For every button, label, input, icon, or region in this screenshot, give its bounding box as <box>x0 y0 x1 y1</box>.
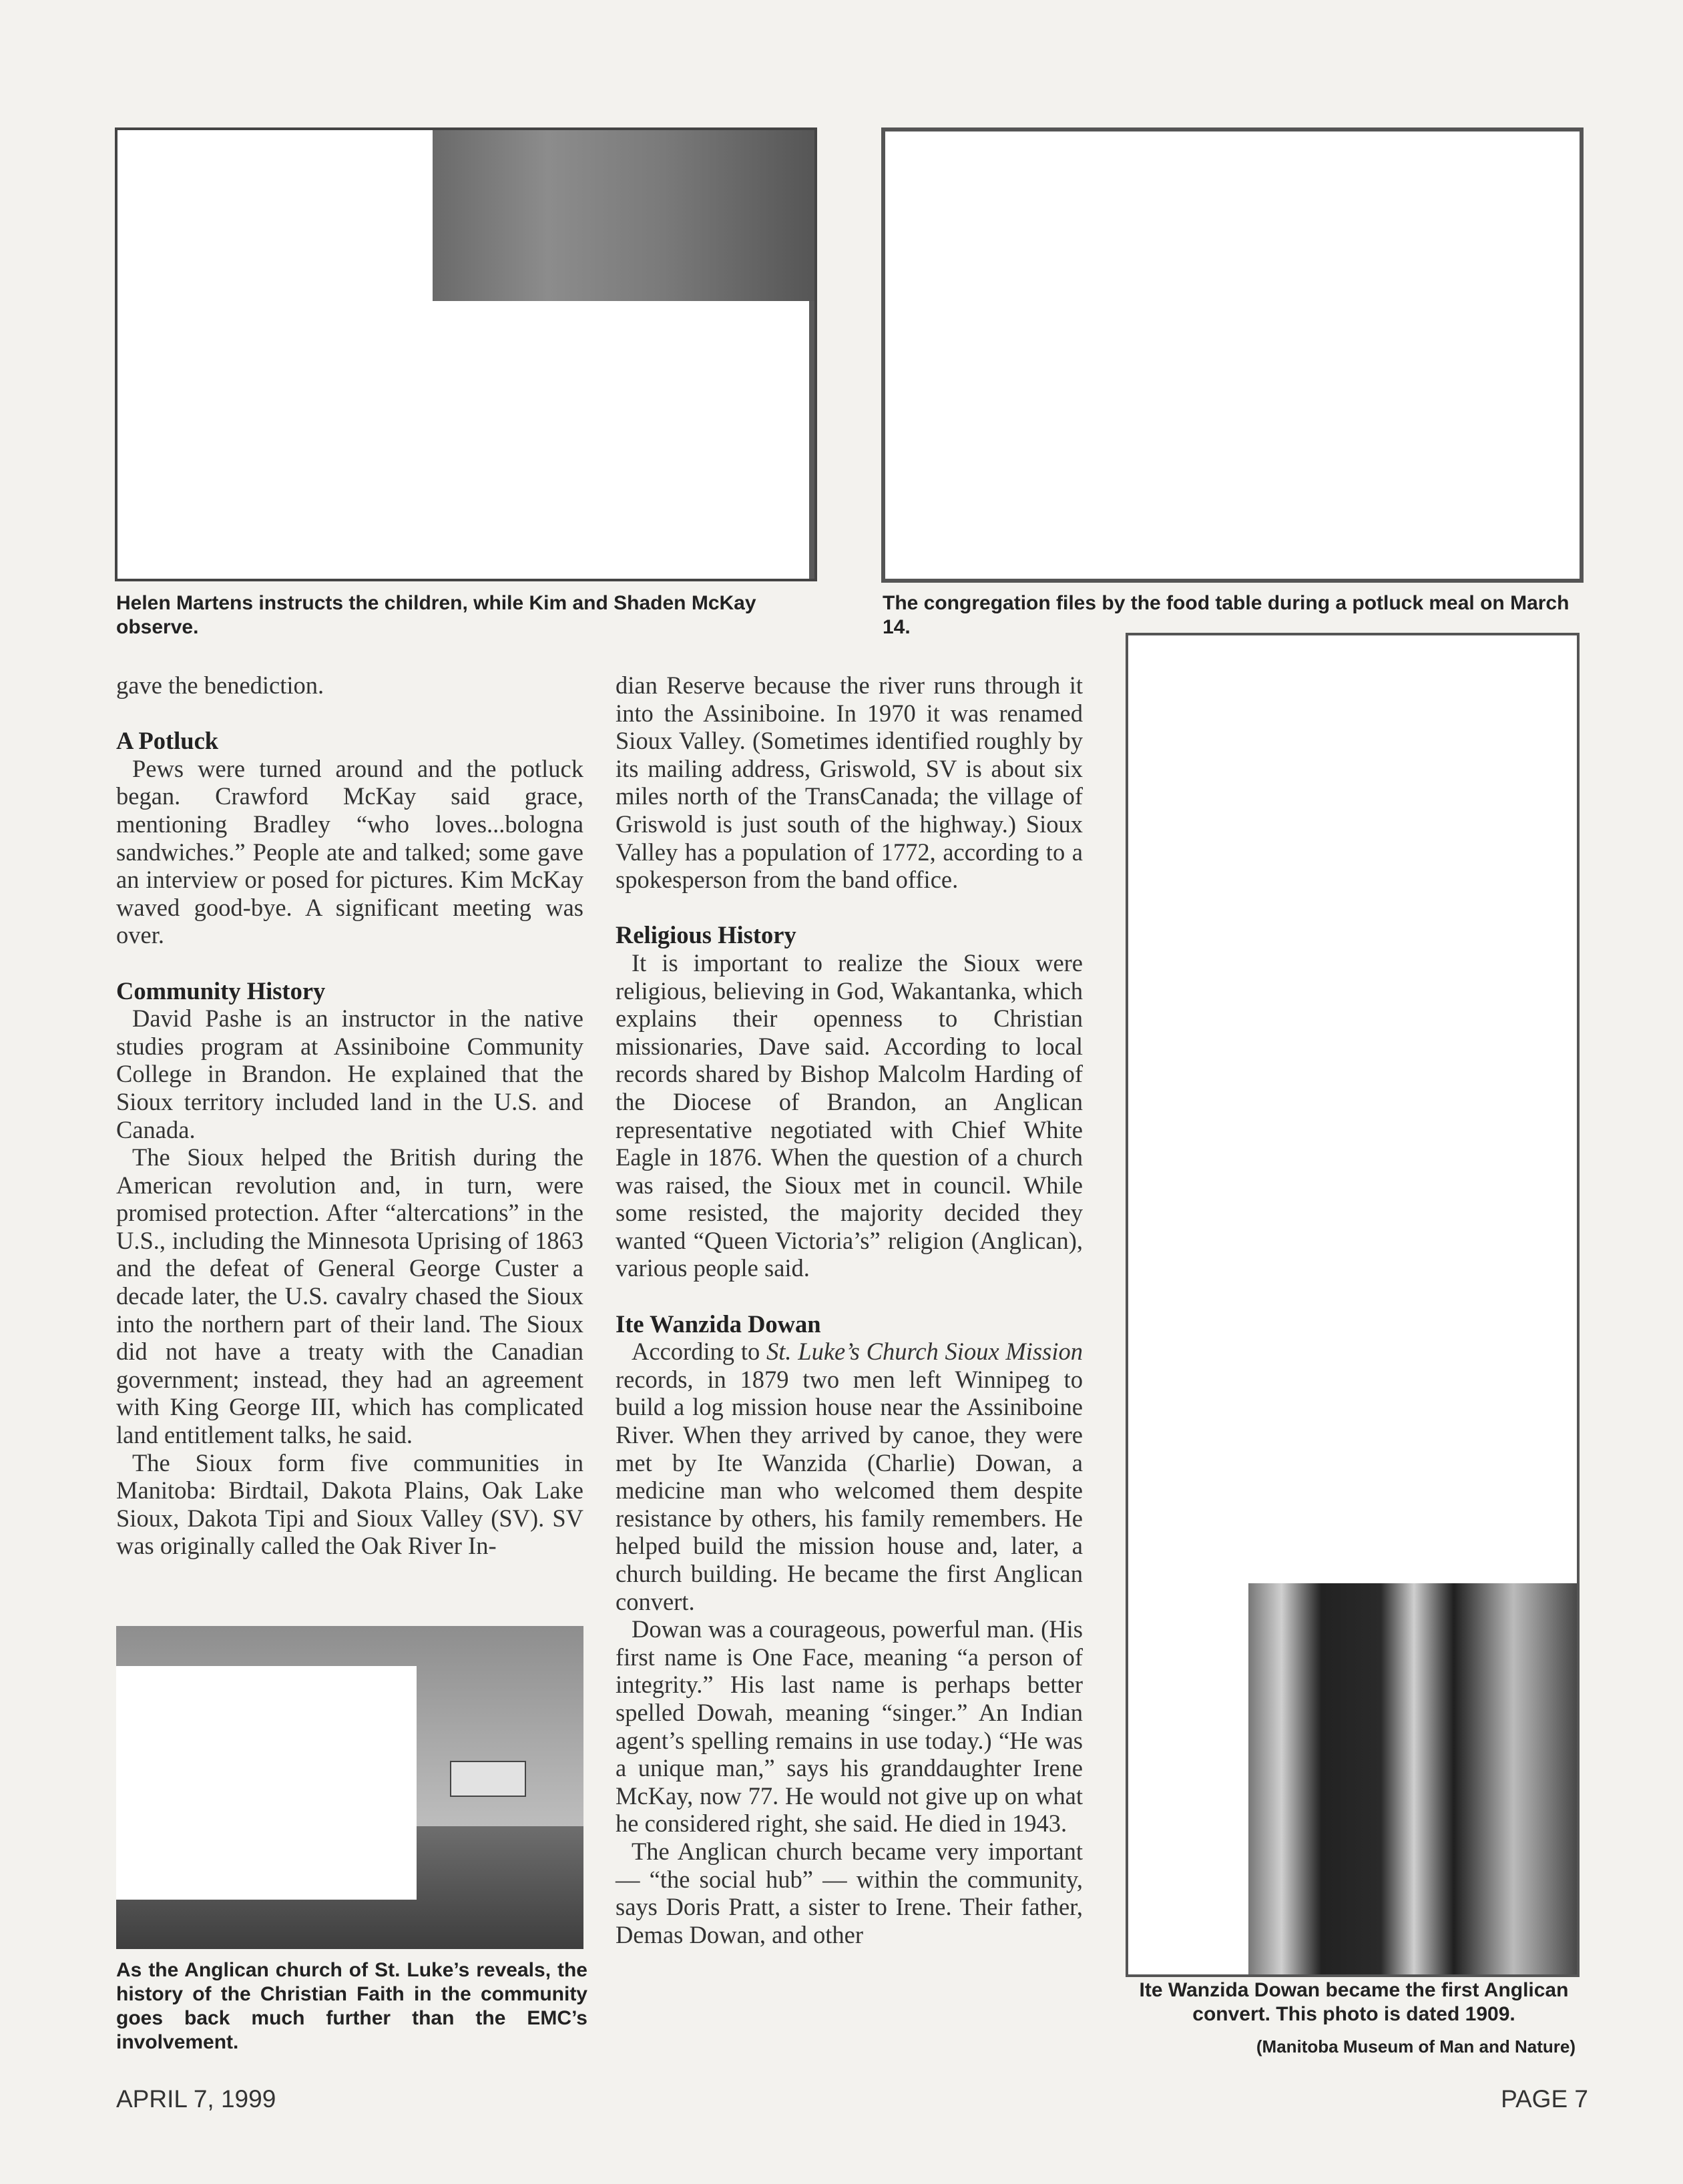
paragraph-community-1: David Pashe is an instructor in the native studies program at Assiniboine Community College in Brandon. He explained that the Sioux territory included land in the U.S. and Canada. <box>116 1005 583 1143</box>
ite-1-title: St. Luke’s Church Sioux Mission <box>766 1338 1083 1366</box>
paragraph-community-3: The Sioux form five communities in Manitoba: Birdtail, Dakota Plains, Oak Lake Sioux, Dakota Tipi and Sioux Valley (SV). SV was originally called the Oak River In- <box>116 1448 583 1560</box>
heading-ite-wanzida-dowan: Ite Wanzida Dowan <box>616 1310 821 1338</box>
paragraph-potluck: Pews were turned around and the potluck began. Crawford McKay said grace, mentioning Bradley “who loves...bologna sandwiches.” People ate and talked; some gave an interview or posed for pictures. Kim McKay waved good-bye. A significant meeting was over. <box>116 754 583 949</box>
photo-st-lukes-church <box>116 1626 583 1949</box>
photo-visible-edge <box>809 301 817 581</box>
caption-dowan-credit: (Manitoba Museum of Man and Nature) <box>1256 2036 1576 2057</box>
heading-community-history: Community History <box>116 977 326 1005</box>
ite-1-start: According to <box>632 1338 766 1366</box>
photo-visible-region <box>433 130 817 301</box>
paragraph-religious: It is important to realize the Sioux were religious, believing in God, Wakantanka, which explains their openness to Christian missionaries, Dave said. According to local records shared by Bishop Malcolm Harding of the Diocese of Brandon, an Anglican representative negotiated with Chief White Eagle in 1876. When the question of a church was raised, the Sioux met in council. While some resisted, the majority decided they wanted “Queen Victoria’s” religion (Anglican), various people said. <box>616 948 1083 1282</box>
photo-whiteout <box>116 1666 417 1900</box>
caption-dowan: Ite Wanzida Dowan became the first Anglican convert. This photo is dated 1909. <box>1139 1979 1569 2025</box>
caption-church: As the Anglican church of St. Luke’s reveals, the history of the Christian Faith in the community goes back much further than the EMC’s involvement. <box>116 1959 587 2053</box>
paragraph-community-2: The Sioux helped the British during the American revolution and, in turn, were promised protection. After “altercations” in the U.S., including the Minnesota Uprising of 1863 and the defeat of General George Custer a decade later, the U.S. cavalry chased the Sioux into the northern part of their land. The Sioux did not have a treaty with the Canadian government; instead, they had an agreement with King George III, which has complicated land entitlement talks, he said. <box>116 1143 583 1449</box>
footer-page-number: PAGE 7 <box>1501 2085 1588 2113</box>
photo-visible-legs <box>1248 1583 1580 1977</box>
heading-potluck: A Potluck <box>116 727 219 755</box>
photo-children-instruction <box>115 127 817 581</box>
paragraph-ite-3: The Anglican church became very important — “the social hub” — within the community, says Doris Pratt, a sister to Irene. Their father, Demas Dowan, and other <box>616 1837 1083 1948</box>
church-building <box>450 1761 526 1797</box>
caption-top-left: Helen Martens instructs the children, while Kim and Shaden McKay observe. <box>116 592 756 638</box>
footer-date: APRIL 7, 1999 <box>116 2085 276 2113</box>
ite-1-rest: records, in 1879 two men left Winnipeg to build a log mission house near the Assiniboine River. When they arrived by canoe, they were met by Ite Wanzida (Charlie) Dowan, a medicine man who welcomed them despite resistance by others, his family remembers. He helped build the mission house and, later, a church building. He became the first Anglican convert. <box>616 1365 1083 1615</box>
text-column-1 <box>116 671 583 1560</box>
paragraph-ite-2: Dowan was a courageous, powerful man. (His first name is One Face, meaning “a person of integrity.” His last name is perhaps better spelled Dowah, meaning “singer.” An Indian agent’s spelling remains in use today.) “He was a unique man,” says his granddaughter Irene McKay, now 77. He would not give up on what he considered right, she said. He died in 1943. <box>616 1615 1083 1838</box>
paragraph-ite-1 <box>616 1338 1083 1615</box>
photo-potluck-line <box>881 127 1584 583</box>
photo-ite-wanzida-dowan <box>1126 633 1580 1977</box>
paragraph-continuation: dian Reserve because the river runs through it into the Assiniboine. In 1970 it was renamed Sioux Valley. (Sometimes identified roughly by its mailing address, Griswold, SV is about six miles north of the TransCanada; the village of Griswold is just south of the highway.) Sioux Valley has a population of 1772, according to a spokesperson from the band office. <box>616 671 1083 894</box>
text-column-2 <box>616 671 1083 1948</box>
paragraph-intro: gave the benediction. <box>116 671 324 699</box>
heading-religious-history: Religious History <box>616 921 796 949</box>
caption-top-right: The congregation files by the food table during a potluck meal on March 14. <box>883 592 1570 638</box>
